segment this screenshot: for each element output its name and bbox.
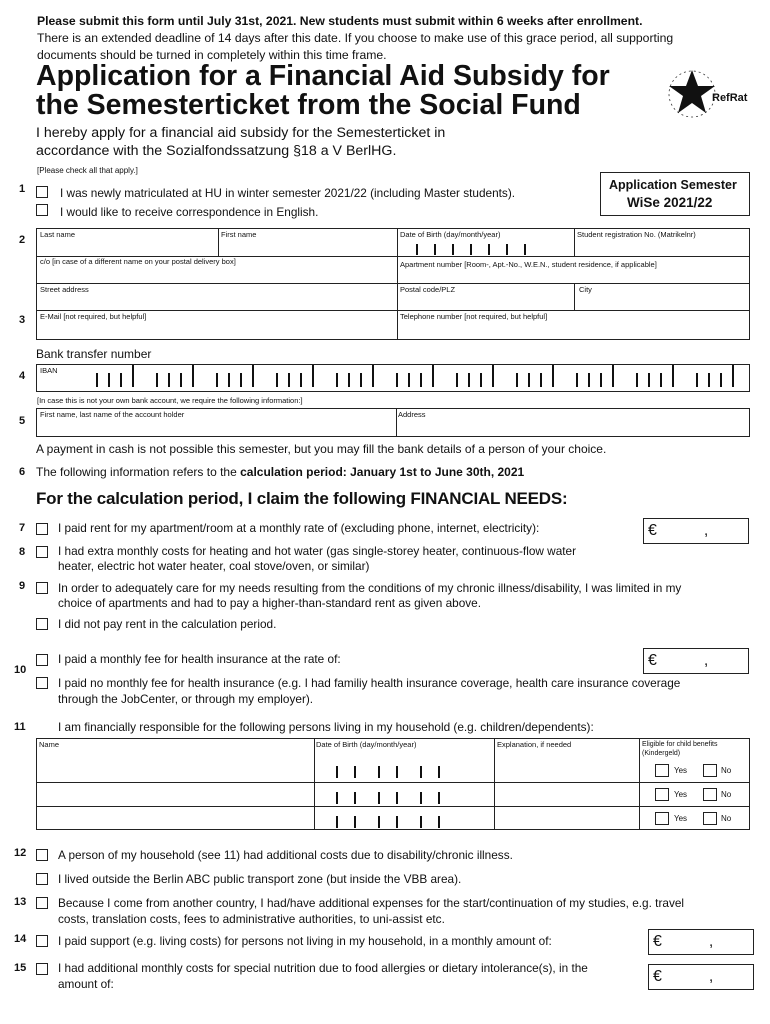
- holder-address-field[interactable]: [397, 420, 749, 436]
- english-correspondence-checkbox[interactable]: [36, 204, 48, 216]
- special-nutrition-line1: I had additional monthly costs for special nutrition due to food allergies or dietary intolerance(s), in the: [58, 961, 588, 975]
- chronic-illness-rent-line2: choice of apartments and had to pay a higher-than-standard rent as given above.: [58, 596, 481, 610]
- iban-digit-tick: [336, 373, 338, 387]
- no-health-insurance-line2: through the JobCenter, or through my employer).: [58, 692, 314, 706]
- apartment-field[interactable]: [398, 270, 749, 281]
- co-label: c/o [in case of a different name on your postal delivery box]: [40, 257, 236, 266]
- dependent-explanation-field[interactable]: [495, 750, 637, 772]
- section-5-number: 5: [19, 415, 26, 427]
- first-name-field[interactable]: [218, 240, 394, 254]
- iban-digit-tick: [372, 365, 374, 387]
- chronic-illness-rent-line1: In order to adequately care for my needs resulting from the conditions of my chronic illness/disability, I was limited in my: [58, 581, 682, 595]
- section-10-number: 10: [14, 664, 27, 676]
- last-name-field[interactable]: [37, 240, 216, 254]
- dependents-col-kindergeld: Eligible for child benefits: [642, 741, 718, 748]
- dependent-dob-field[interactable]: [315, 750, 492, 772]
- no-rent-checkbox[interactable]: [36, 618, 48, 630]
- third-party-note: [In case this is not your own bank account, we require the following information:]: [37, 396, 303, 405]
- support-payments-label: I paid support (e.g. living costs) for persons not living in my household, in a monthly amount of:: [58, 934, 552, 948]
- iban-digit-tick: [636, 373, 638, 387]
- email-field[interactable]: [37, 322, 394, 339]
- kindergeld-no-checkbox[interactable]: [703, 812, 717, 825]
- section-6-number: 6: [19, 466, 26, 478]
- phone-label: Telephone number [not required, but helpful]: [400, 312, 548, 321]
- kindergeld-yes-label: Yes: [674, 790, 688, 799]
- iban-digit-tick: [468, 373, 470, 387]
- heating-checkbox[interactable]: [36, 546, 48, 558]
- foreign-student-expenses-line2: costs, translation costs, fees to administrative authorities, to uni-assist etc.: [58, 912, 445, 926]
- dependents-col-explanation: Explanation, if needed: [497, 740, 572, 749]
- heating-label-line2: heater, electric hot water heater, coal stove/oven, or similar): [58, 559, 370, 573]
- iban-digit-tick: [216, 373, 218, 387]
- iban-digit-tick: [480, 373, 482, 387]
- iban-field[interactable]: [36, 364, 750, 392]
- dependents-col-kindergeld-sub: (Kindergeld): [642, 750, 681, 757]
- outside-abc-zone-checkbox[interactable]: [36, 873, 48, 885]
- iban-digit-tick: [528, 373, 530, 387]
- iban-digit-tick: [132, 365, 134, 387]
- iban-digit-tick: [432, 365, 434, 387]
- refrat-logo: [664, 66, 752, 122]
- iban-digit-tick: [660, 373, 662, 387]
- no-rent-label: I did not pay rent in the calculation period.: [58, 617, 277, 631]
- newly-matriculated-label: I was newly matriculated at HU in winter semester 2021/22 (including Master students).: [60, 186, 516, 200]
- section-3-number: 3: [19, 314, 26, 326]
- kindergeld-yes-checkbox[interactable]: [655, 788, 669, 801]
- section-14-number: 14: [14, 933, 27, 945]
- foreign-student-expenses-line1: Because I come from another country, I had/have additional expenses for the start/continuation of my studies, e.g. travel: [58, 896, 685, 910]
- iban-digit-tick: [228, 373, 230, 387]
- calculation-period-text: [36, 464, 524, 480]
- postal-label: Postal code/PLZ: [400, 285, 456, 294]
- iban-digit-tick: [300, 373, 302, 387]
- dependent-dob-field[interactable]: [315, 806, 492, 828]
- iban-digit-tick: [180, 373, 182, 387]
- iban-digit-tick: [552, 365, 554, 387]
- dob-label: Date of Birth (day/month/year): [400, 230, 501, 239]
- iban-digit-tick: [492, 365, 494, 387]
- iban-digit-tick: [288, 373, 290, 387]
- section-8-number: 8: [19, 546, 26, 558]
- city-label: City: [579, 285, 592, 294]
- account-holder-label: First name, last name of the account holder: [40, 410, 185, 419]
- section-13-number: 13: [14, 896, 27, 908]
- kindergeld-no-label: No: [721, 766, 732, 775]
- section-4-number: 4: [19, 370, 26, 382]
- section-12-number: 12: [14, 847, 27, 859]
- health-insurance-fee-checkbox[interactable]: [36, 654, 48, 666]
- rent-checkbox[interactable]: [36, 523, 48, 535]
- iban-digit-tick: [408, 373, 410, 387]
- account-holder-field[interactable]: [37, 420, 394, 436]
- health-insurance-fee-label: I paid a monthly fee for health insurance at the rate of:: [58, 652, 341, 666]
- calculation-period-dates: calculation period: January 1st to June 30th, 2021: [240, 465, 525, 479]
- iban-digit-tick: [600, 373, 602, 387]
- cash-note: A payment in cash is not possible this semester, but you may fill the bank details of a person of your choice.: [36, 442, 607, 456]
- section-15-number: 15: [14, 962, 27, 974]
- dependents-label: I am financially responsible for the following persons living in my household (e.g. children/dependents):: [58, 720, 594, 734]
- iban-digit-tick: [732, 365, 734, 387]
- bank-transfer-heading: Bank transfer number: [36, 347, 152, 361]
- decimal-comma: ,: [704, 522, 709, 539]
- rent-label: I paid rent for my apartment/room at a monthly rate of (excluding phone, internet, electricity):: [58, 521, 540, 535]
- semester-value: WiSe 2021/22: [627, 195, 713, 210]
- dependent-explanation-field[interactable]: [495, 806, 637, 828]
- decimal-comma: ,: [709, 968, 714, 985]
- kindergeld-yes-label: Yes: [674, 814, 688, 823]
- iban-digit-tick: [360, 373, 362, 387]
- financial-needs-heading: For the calculation period, I claim the following FINANCIAL NEEDS:: [36, 489, 568, 508]
- household-disability-checkbox[interactable]: [36, 849, 48, 861]
- iban-digit-tick: [108, 373, 110, 387]
- decimal-comma: ,: [709, 933, 714, 950]
- iban-digit-tick: [612, 365, 614, 387]
- iban-digit-tick: [252, 365, 254, 387]
- iban-digit-tick: [588, 373, 590, 387]
- student-no-field[interactable]: [575, 240, 749, 254]
- chronic-illness-rent-checkbox[interactable]: [36, 582, 48, 594]
- iban-digit-tick: [312, 365, 314, 387]
- kindergeld-yes-checkbox[interactable]: [655, 764, 669, 777]
- first-name-label: First name: [221, 230, 257, 239]
- dependents-col-dob: Date of Birth (day/month/year): [316, 740, 417, 749]
- section-2-number: 2: [19, 234, 26, 246]
- no-health-insurance-fee-checkbox[interactable]: [36, 677, 48, 689]
- special-nutrition-checkbox[interactable]: [36, 963, 48, 975]
- iban-digit-tick: [540, 373, 542, 387]
- english-correspondence-label: I would like to receive correspondence in English.: [60, 205, 319, 219]
- rent-amount-field[interactable]: [643, 518, 749, 544]
- section-7-number: 7: [19, 522, 26, 534]
- support-payments-checkbox[interactable]: [36, 935, 48, 947]
- dob-field[interactable]: [398, 240, 572, 254]
- iban-digit-tick: [120, 373, 122, 387]
- iban-digit-tick: [576, 373, 578, 387]
- iban-digit-tick: [420, 373, 422, 387]
- co-field[interactable]: [37, 267, 394, 281]
- special-nutrition-line2: amount of:: [58, 977, 114, 991]
- dependent-name-field[interactable]: [37, 806, 312, 828]
- iban-digit-tick: [192, 365, 194, 387]
- kindergeld-no-label: No: [721, 790, 732, 799]
- kindergeld-yes-checkbox[interactable]: [655, 812, 669, 825]
- decimal-comma: ,: [704, 652, 709, 669]
- foreign-student-expenses-checkbox[interactable]: [36, 897, 48, 909]
- dependent-explanation-field[interactable]: [495, 782, 637, 804]
- heating-label-line1: I had extra monthly costs for heating and hot water (gas single-storey heater, continuous-flow water: [58, 544, 577, 558]
- household-disability-label: A person of my household (see 11) had additional costs due to disability/chronic illness.: [58, 848, 513, 862]
- special-nutrition-amount-field[interactable]: [648, 964, 754, 990]
- dependents-col-name: Name: [39, 740, 60, 749]
- iban-digit-tick: [648, 373, 650, 387]
- student-no-label: Student registration No. (Matrikelnr): [577, 230, 696, 239]
- no-health-insurance-line1: I paid no monthly fee for health insurance (e.g. I had familiy health insurance coverage, health care insurance coverage: [58, 676, 681, 690]
- kindergeld-yes-label: Yes: [674, 766, 688, 775]
- kindergeld-no-label: No: [721, 814, 732, 823]
- iban-digit-tick: [168, 373, 170, 387]
- intro-line2: accordance with the Sozialfondssatzung §18 a V BerlHG.: [36, 143, 397, 159]
- calculation-period-prefix: The following information refers to the: [36, 465, 241, 479]
- euro-symbol: €: [653, 933, 662, 950]
- email-label: E-Mail [not required, but helpful]: [40, 312, 147, 321]
- logo-text: RefRat: [712, 92, 748, 104]
- support-payments-amount-field[interactable]: [648, 929, 754, 955]
- deadline-extension-line2: documents should be turned in completely within this time frame.: [37, 48, 387, 62]
- euro-symbol: €: [648, 522, 657, 539]
- street-label: Street address: [40, 285, 89, 294]
- iban-digit-tick: [708, 373, 710, 387]
- outside-abc-zone-label: I lived outside the Berlin ABC public transport zone (but inside the VBB area).: [58, 872, 462, 886]
- iban-digit-tick: [348, 373, 350, 387]
- iban-digit-tick: [156, 373, 158, 387]
- phone-field[interactable]: [398, 322, 749, 339]
- iban-digit-tick: [276, 373, 278, 387]
- intro-line1: I hereby apply for a financial aid subsidy for the Semesterticket in: [36, 125, 446, 141]
- kindergeld-no-checkbox[interactable]: [703, 764, 717, 777]
- street-field[interactable]: [37, 295, 394, 309]
- section-11-number: 11: [14, 721, 26, 733]
- iban-digit-tick: [96, 373, 98, 387]
- city-field[interactable]: [575, 295, 749, 309]
- apartment-label: Apartment number [Room-, Apt.-No., W.E.N., student residence, if applicable]: [400, 260, 657, 269]
- dependent-dob-field[interactable]: [315, 782, 492, 804]
- kindergeld-no-checkbox[interactable]: [703, 788, 717, 801]
- holder-address-label: Address: [398, 410, 426, 419]
- newly-matriculated-checkbox[interactable]: [36, 186, 48, 198]
- postal-field[interactable]: [398, 295, 572, 309]
- iban-digit-tick: [672, 365, 674, 387]
- semester-label: Application Semester: [609, 178, 737, 192]
- section-1-number: 1: [19, 183, 26, 195]
- check-note: [Please check all that apply.]: [37, 166, 138, 175]
- iban-digit-tick: [396, 373, 398, 387]
- health-insurance-amount-field[interactable]: [643, 648, 749, 674]
- dependent-name-field[interactable]: [37, 750, 312, 772]
- iban-digit-tick: [516, 373, 518, 387]
- iban-digit-tick: [240, 373, 242, 387]
- iban-label: IBAN: [40, 366, 58, 375]
- deadline-extension-line1: There is an extended deadline of 14 days after this date. If you choose to make use of this grace period, all supporting: [37, 31, 674, 45]
- page-title-line1: Application for a Financial Aid Subsidy for: [36, 60, 610, 92]
- euro-symbol: €: [653, 968, 662, 985]
- deadline-notice: Please submit this form until July 31st, 2021. New students must submit within 6 weeks after enrollment.: [37, 14, 643, 28]
- iban-digit-tick: [456, 373, 458, 387]
- section-9-number: 9: [19, 580, 26, 592]
- iban-digit-tick: [720, 373, 722, 387]
- dependent-name-field[interactable]: [37, 782, 312, 804]
- iban-digit-tick: [696, 373, 698, 387]
- last-name-label: Last name: [40, 230, 76, 239]
- euro-symbol: €: [648, 652, 657, 669]
- page-title-line2: the Semesterticket from the Social Fund: [36, 89, 581, 121]
- application-semester-box: [600, 172, 750, 216]
